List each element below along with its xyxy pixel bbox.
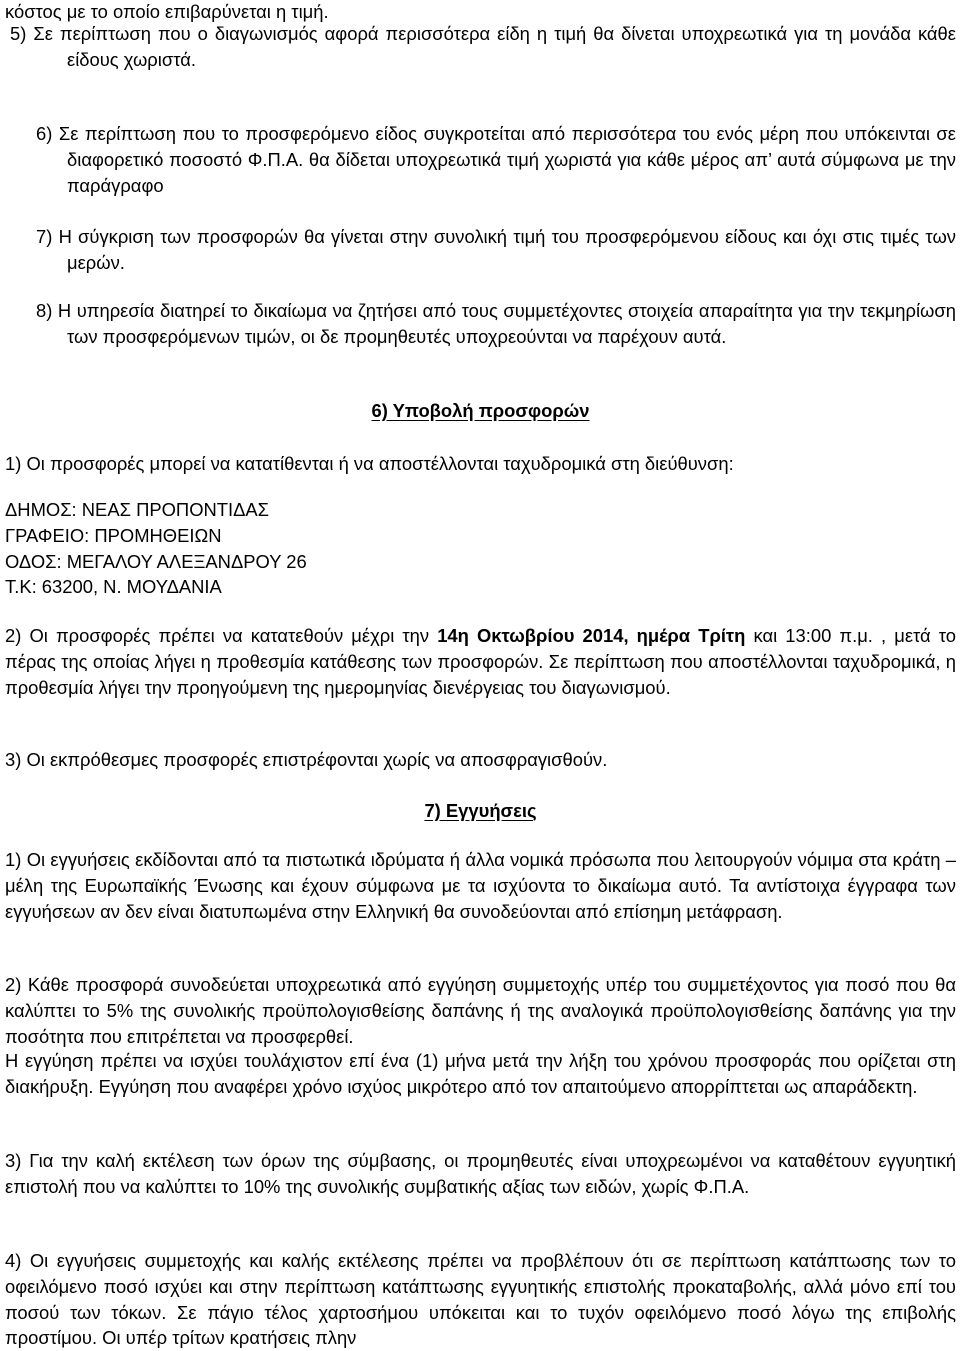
section-6-paragraph-3 [5,747,956,773]
address-block [5,497,956,600]
address-line-postcode: Τ.Κ: 63200, Ν. ΜΟΥΔΑΝΙΑ [5,576,222,598]
paragraph-5 [5,21,956,73]
paragraph-6 [5,121,956,198]
section-7-heading [5,798,956,824]
paragraph-6-text: Σε περίπτωση που το προσφερόμενο είδος συγκροτείται από περισσότερα του ενός μέρη που υπόκεινται σε διαφορετικό ποσοστό Φ.Π.Α. θα δίδεται υποχρεωτικά τιμή χωριστά για κάθε μέρος απ’ αυτά σύμφωνα με την παράγραφο [58,123,956,196]
paragraph-6-number: 6) [36,123,53,144]
section-7-paragraph-2a-text: 2) Κάθε προσφορά συνοδεύεται υποχρεωτικά από εγγύηση συμμετοχής υπέρ του συμμετέχοντος για ποσό που θα καλύπτει το 5% της συνολικής προϋπολογισθείσης δαπάνης ή της αναλογικά προϋπολογισθείσης δαπάνης για την ποσότητα που επιτρέπεται να προσφερθεί. [5,974,956,1047]
section-6-heading [5,398,956,424]
section-6-paragraph-1-text: 1) Οι προσφορές μπορεί να κατατίθενται ή να αποστέλλονται ταχυδρομικά στη διεύθυνση: [5,453,734,474]
section-6-paragraph-3-text: 3) Οι εκπρόθεσμες προσφορές επιστρέφονται χωρίς να αποσφραγισθούν. [5,749,608,770]
paragraph-7-number: 7) [36,226,53,247]
section-7-paragraph-1-text: 1) Οι εγγυήσεις εκδίδονται από τα πιστωτικά ιδρύματα ή άλλα νομικά πρόσωπα που λειτουργούν νόμιμα στα κράτη – μέλη της Ευρωπαϊκής Ένωσης και έχουν σύμφωνα με τα ισχύοντα το δικαίωμα αυτό. Τα αντίστοιχα έγγραφα των εγγυήσεων αν δεν είναι διατυπωμένα στην Ελληνική θα συνοδεύονται από επίσημη μετάφραση. [5,849,956,922]
paragraph-8 [5,298,956,350]
address-line-municipality: ΔΗΜΟΣ: ΝΕΑΣ ΠΡΟΠΟΝΤΙΔΑΣ [5,499,270,520]
section-7-paragraph-3-text: 3) Για την καλή εκτέλεση των όρων της σύμβασης, οι προμηθευτές είναι υποχρεωμένοι να καταθέτουν εγγυητική επιστολή που να καλύπτει το 10% της συνολικής συμβατικής αξίας των ειδών, χωρίς Φ.Π.Α. [5,1150,956,1197]
section-7-paragraph-2b-text: Η εγγύηση πρέπει να ισχύει τουλάχιστον επί ένα (1) μήνα μετά την λήξη του χρόνου προσφοράς που ορίζεται στη διακήρυξη. Εγγύηση που αναφέρει χρόνο ισχύος μικρότερο από τον απαιτούμενο απορρίπτεται ως απαράδεκτη. [5,1050,956,1097]
section-6-paragraph-2-start: 2) Οι προσφορές πρέπει να κατατεθούν μέχρι την [5,625,430,646]
submission-deadline: 14η Οκτωβρίου 2014, ημέρα Τρίτη [437,625,746,646]
section-6-paragraph-2 [5,623,956,700]
paragraph-5-text: Σε περίπτωση που ο διαγωνισμός αφορά περισσότερα είδη η τιμή θα δίνεται υποχρεωτικά για τη μονάδα κάθε είδους χωριστά. [33,23,956,70]
paragraph-7 [5,224,956,276]
section-6-paragraph-2-end: και 13:00 π.μ. , μετά το πέρας της οποίας λήγει η προθεσμία κατάθεσης των προσφορών. Σε περίπτωση που αποστέλλονται ταχυδρομικά, η προθεσμία λήγει την προηγούμενη της ημερομηνίας διενέργειας του διαγωνισμού. [5,625,956,698]
section-7-paragraph-4-text: 4) Οι εγγυήσεις συμμετοχής και καλής εκτέλεσης πρέπει να προβλέπουν ότι σε περίπτωση κατάπτωσης των το οφειλόμενο ποσό ισχύει και στην περίπτωση κατάπτωσης εγγυητικής επιστολής προκαταβολής, αλλά μόνο επί του ποσού των τόκων. Σε πάγιο τέλος χαρτοσήμου υπόκειται και το τυχόν οφειλόμενο ποσό λόγω της επιβολής προστίμου. Οι υπέρ τρίτων κρατήσεις πλην [5,1250,956,1349]
paragraph-4-tail-text: κόστος με το οποίο επιβαρύνεται η τιμή. [5,1,329,22]
section-7-paragraph-4 [5,1248,956,1351]
section-7-paragraph-3 [5,1148,956,1200]
paragraph-7-text: Η σύγκριση των προσφορών θα γίνεται στην συνολική τιμή του προσφερόμενου είδους και όχι στις τιμές των μερών. [58,226,956,273]
paragraph-8-number: 8) [36,300,53,321]
section-7-paragraph-2b [5,1048,956,1100]
section-7-paragraph-2a [5,972,956,1049]
paragraph-5-number: 5) [10,23,27,44]
section-6-paragraph-1 [5,451,956,477]
section-7-heading-text: 7) Εγγυήσεις [424,800,537,821]
section-6-heading-text: 6) Υποβολή προσφορών [371,400,590,421]
section-7-paragraph-1 [5,847,956,924]
paragraph-8-text: Η υπηρεσία διατηρεί το δικαίωμα να ζητήσει από τους συμμετέχοντες στοιχεία απαραίτητα για την τεκμηρίωση των προσφερόμενων τιμών, οι δε προμηθευτές υποχρεούνται να παρέχουν αυτά. [57,300,956,347]
address-line-office: ΓΡΑΦΕΙΟ: ΠΡΟΜΗΘΕΙΩΝ [5,524,222,546]
address-line-street: ΟΔΟΣ: ΜΕΓΑΛΟΥ ΑΛΕΞΑΝΔΡΟΥ 26 [5,550,307,572]
